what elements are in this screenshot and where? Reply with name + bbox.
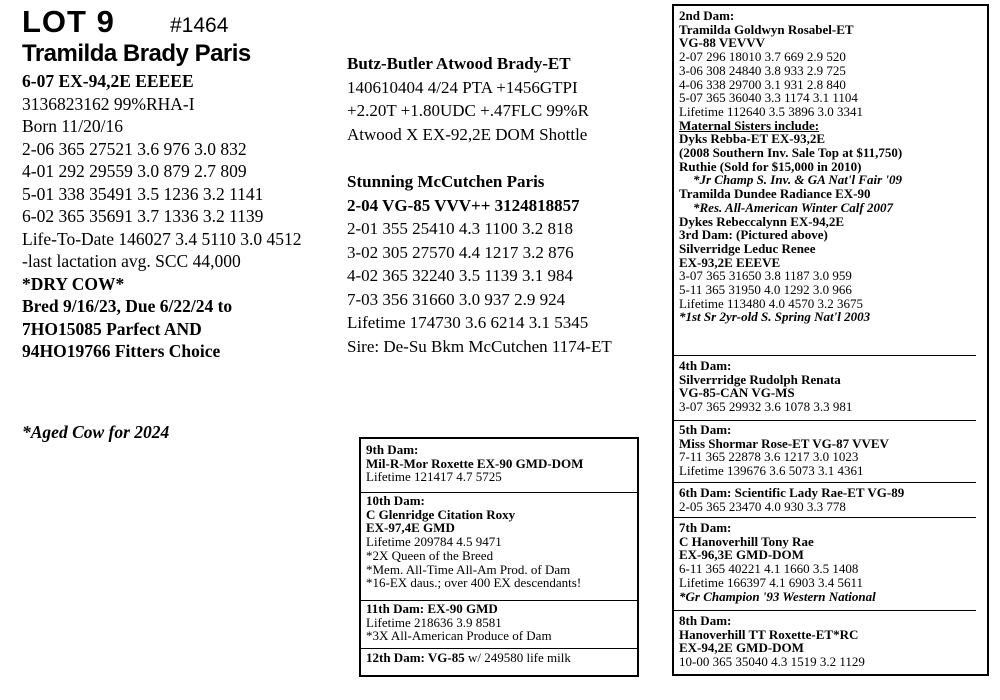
dam12-section	[366, 651, 571, 665]
dam9-section	[366, 443, 583, 484]
dam11-line: *3X All-American Produce of Dam	[366, 628, 552, 644]
dam10-heading: 10th Dam:	[366, 493, 425, 508]
dam7-section	[679, 521, 876, 603]
dam-record: 4-02 365 32240 3.5 1139 3.1 984	[347, 266, 574, 285]
dam3-note: *1st Sr 2yr-old S. Spring Nat'l 2003	[679, 309, 871, 325]
dam9-name: Mil-R-Mor Roxette EX-90 GMD-DOM	[366, 455, 584, 471]
maternal-sister-note: (2008 Southern Inv. Sale Top at $11,750)	[679, 145, 903, 161]
dam-name: Stunning McCutchen Paris	[347, 172, 545, 191]
dam10-line: *2X Queen of the Breed	[366, 547, 494, 563]
divider	[674, 355, 976, 356]
maternal-sisters-heading: Maternal Sisters include:	[679, 117, 820, 133]
dam4-section	[679, 359, 852, 414]
dam2-record: 2-07 296 18010 3.7 669 2.9 520	[679, 49, 846, 65]
dam2-record: 5-07 365 36040 3.3 1174 3.1 1104	[679, 90, 858, 106]
dam3-record: 5-11 365 31950 4.0 1292 3.0 966	[679, 282, 852, 298]
dam6-record: 2-05 365 23470 4.0 930 3.3 778	[679, 498, 846, 514]
dam5-heading: 5th Dam:	[679, 422, 732, 437]
dam-record: 7-03 356 31660 3.0 937 2.9 924	[347, 289, 566, 309]
registration: 3136823162 99%RHA-I	[22, 93, 195, 114]
dam10-name: C Glenridge Citation Roxy	[366, 506, 516, 522]
sire-line: 140610404 4/24 PTA +1456GTPI	[347, 77, 578, 97]
dam8-class: EX-94,2E GMD-DOM	[679, 640, 804, 656]
breeding-info: Bred 9/16/23, Due 6/22/24 to	[22, 296, 233, 316]
divider	[674, 517, 976, 518]
dam4-class: VG-85-CAN VG-MS	[679, 385, 795, 401]
dam-sire: Sire: De-Su Bkm McCutchen 1174-ET	[347, 336, 612, 356]
dam-record: 2-01 355 25410 4.3 1100 3.2 818	[347, 219, 574, 238]
scc-note: -last lactation avg. SCC 44,000	[22, 251, 241, 271]
lot-number: #1464	[170, 14, 229, 37]
dam5-record: 7-11 365 22878 3.6 1217 3.0 1023	[679, 449, 859, 465]
dam11-heading: 11th Dam: EX-90 GMD	[366, 601, 498, 616]
dam9-line: Lifetime 121417 4.7 5725	[366, 469, 502, 485]
dam11-section	[366, 602, 552, 643]
sire-block	[347, 52, 589, 146]
dam5-record: Lifetime 139676 3.6 5073 3.1 4361	[679, 463, 864, 479]
dam-classification: 2-04 VG-85 VVV++ 3124818857	[347, 195, 580, 215]
dam-block	[347, 170, 612, 358]
dam6-section	[679, 486, 904, 513]
dry-cow-status: *DRY COW*	[22, 273, 125, 294]
maternal-sister: Dykes Rebeccalynn EX-94,2E	[679, 213, 845, 229]
maternal-sister: Dyks Rebba-ET EX-93,2E	[679, 131, 826, 147]
dam7-name: C Hanoverhill Tony Rae	[679, 533, 814, 549]
classification: 6-07 EX-94,2E EEEEE	[22, 71, 194, 91]
dam10-line: *16-EX daus.; over 400 EX descendants!	[366, 575, 582, 591]
dam8-name: Hanoverhill TT Roxette-ET*RC	[679, 626, 859, 642]
dam3-name: Silverridge Leduc Renee	[679, 240, 816, 256]
dam2-section	[679, 9, 902, 324]
dam3-record: Lifetime 113480 4.0 4570 3.2 3675	[679, 295, 864, 311]
dam7-record: 6-11 365 40221 4.1 1660 3.5 1408	[679, 561, 859, 577]
birth-date: Born 11/20/16	[22, 116, 123, 136]
sire-line: +2.20T +1.80UDC +.47FLC 99%R	[347, 101, 589, 120]
dam2-record: 3-06 308 24840 3.8 933 2.9 725	[679, 62, 846, 78]
dam3-heading: 3rd Dam: (Pictured above)	[679, 227, 828, 243]
dam8-section	[679, 614, 865, 669]
dam10-line: Lifetime 209784 4.5 9471	[366, 534, 502, 550]
dam7-note: *Gr Champion '93 Western National	[679, 588, 876, 604]
dam9-heading: 9th Dam:	[366, 442, 419, 457]
life-to-date: Life-To-Date 146027 3.4 5110 3.0 4512	[22, 228, 302, 249]
dam12-note: w/ 249580 life milk	[464, 650, 571, 665]
dam7-class: EX-96,3E GMD-DOM	[679, 547, 804, 563]
maternal-sister-note: *Jr Champ S. Inv. & GA Nat'l Fair '09	[693, 172, 903, 188]
cow-details	[22, 70, 302, 363]
lot-title: LOT 9	[22, 4, 115, 39]
maternal-sister: Ruthie (Sold for $15,000 in 2010)	[679, 158, 862, 174]
dam6-heading: 6th Dam: Scientific Lady Rae-ET VG-89	[679, 485, 905, 500]
divider	[674, 420, 976, 421]
lactation-record: 5-01 338 35491 3.5 1236 3.2 1141	[22, 183, 264, 204]
dam5-name: Miss Shormar Rose-ET VG-87 VVEV	[679, 435, 889, 451]
dam12-heading: 12th Dam: VG-85	[366, 650, 465, 665]
aged-cow-note: *Aged Cow for 2024	[22, 422, 170, 442]
dam-lifetime: Lifetime 174730 3.6 6214 3.1 5345	[347, 313, 589, 332]
dam8-heading: 8th Dam:	[679, 613, 732, 628]
dam7-heading: 7th Dam:	[679, 520, 732, 535]
dam-record: 3-02 305 27570 4.4 1217 3.2 876	[347, 242, 574, 262]
lactation-record: 2-06 365 27521 3.6 976 3.0 832	[22, 138, 247, 159]
dam2-name: Tramilda Goldwyn Rosabel-ET	[679, 21, 854, 37]
dam4-heading: 4th Dam:	[679, 358, 732, 373]
cow-name: Tramilda Brady Paris	[22, 40, 251, 67]
dam10-line: *Mem. All-Time All-Am Prod. of Dam	[366, 561, 571, 577]
lactation-record: 4-01 292 29559 3.0 879 2.7 809	[22, 161, 247, 181]
divider	[361, 648, 637, 649]
dam2-record: 4-06 338 29700 3.1 931 2.8 840	[679, 76, 846, 92]
dam8-record: 10-00 365 35040 4.3 1519 3.2 1129	[679, 654, 865, 670]
dam2-record: Lifetime 112640 3.5 3896 3.0 3341	[679, 103, 864, 119]
divider	[674, 610, 976, 611]
dam4-record: 3-07 365 29932 3.6 1078 3.3 981	[679, 399, 853, 415]
dam5-section	[679, 423, 889, 478]
dam10-section	[366, 494, 581, 590]
maternal-sister-note: *Res. All-American Winter Calf 2007	[693, 199, 893, 215]
divider	[674, 482, 976, 483]
dam7-record: Lifetime 166397 4.1 6903 3.4 5611	[679, 574, 864, 590]
dam3-record: 3-07 365 31650 3.8 1187 3.0 959	[679, 268, 852, 284]
dam10-class: EX-97,4E GMD	[366, 520, 455, 536]
sire-name: Butz-Butler Atwood Brady-ET	[347, 54, 571, 73]
breeding-info: 94HO19766 Fitters Choice	[22, 341, 221, 361]
dam2-class: VG-88 VEVVV	[679, 35, 766, 51]
dam3-class: EX-93,2E EEEVE	[679, 254, 781, 270]
maternal-sister: Tramilda Dundee Radiance EX-90	[679, 186, 871, 202]
dam11-line: Lifetime 218636 3.9 8581	[366, 614, 502, 630]
sire-line: Atwood X EX-92,2E DOM Shottle	[347, 124, 588, 144]
dam4-name: Silverrridge Rudolph Renata	[679, 371, 841, 387]
breeding-info: 7HO15085 Parfect AND	[22, 318, 202, 339]
lactation-record: 6-02 365 35691 3.7 1336 3.2 1139	[22, 206, 264, 226]
dam2-heading: 2nd Dam:	[679, 8, 735, 23]
